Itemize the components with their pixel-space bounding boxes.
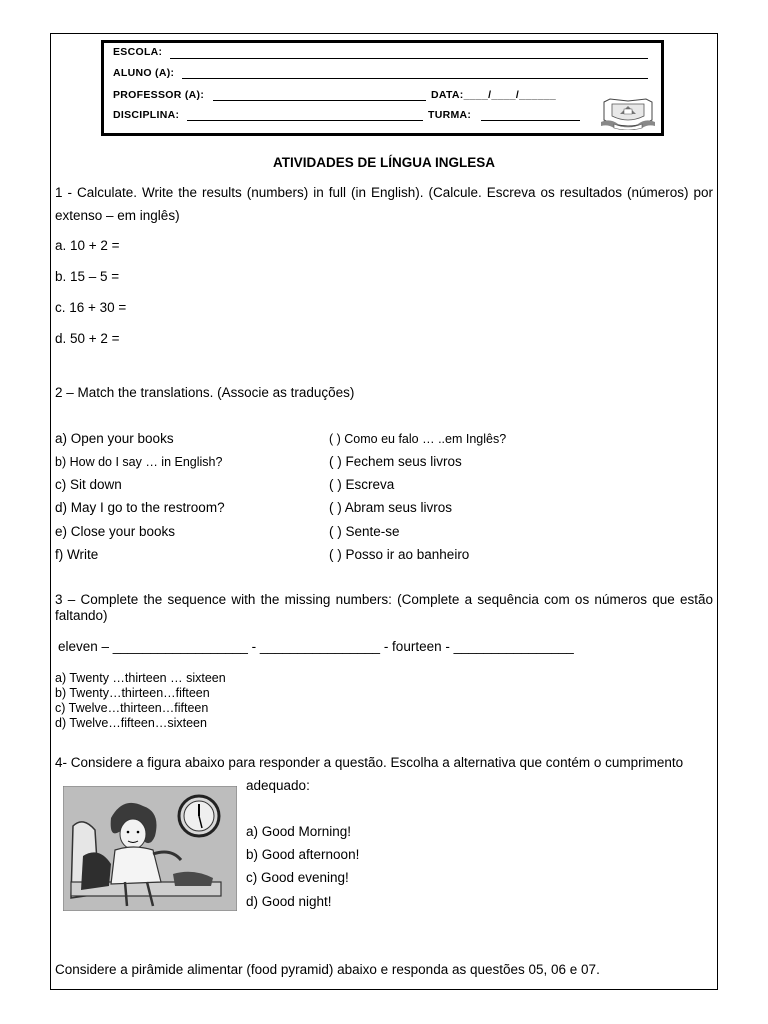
- q4-option-c: c) Good evening!: [246, 870, 349, 885]
- professor-label: PROFESSOR (A):: [113, 89, 205, 101]
- q3-option-a: a) Twenty …thirteen … sixteen: [55, 671, 226, 685]
- q3-sequence[interactable]: eleven – __________________ - ________________ - fourteen - ________________: [58, 639, 574, 654]
- q2-right-4[interactable]: ( ) Abram seus livros: [329, 500, 453, 515]
- q3-prompt: 3 – Complete the sequence with the missing numbers: (Complete a sequência com os números que estão faltando): [55, 592, 713, 623]
- professor-line[interactable]: [213, 100, 426, 101]
- q2-right-2[interactable]: ( ) Fechem seus livros: [329, 454, 462, 469]
- aluno-line[interactable]: [182, 78, 648, 79]
- q2-left-c: c) Sit down: [55, 477, 122, 492]
- header-box: [101, 40, 664, 136]
- disciplina-label: DISCIPLINA:: [113, 109, 180, 121]
- q2-right-3[interactable]: ( ) Escreva: [329, 477, 395, 492]
- school-crest-icon: [600, 98, 656, 130]
- q2-left-a: a) Open your books: [55, 431, 174, 446]
- q3-option-d: d) Twelve…fifteen…sixteen: [55, 716, 207, 730]
- q2-left-d: d) May I go to the restroom?: [55, 500, 225, 515]
- q1-item-c: c. 16 + 30 =: [55, 300, 127, 315]
- q1-item-b: b. 15 – 5 =: [55, 269, 120, 284]
- data-label: DATA:____/____/______: [431, 89, 556, 101]
- q3-option-c: c) Twelve…thirteen…fifteen: [55, 701, 209, 715]
- page-title: ATIVIDADES DE LÍNGUA INGLESA: [272, 155, 495, 170]
- q1-item-d: d. 50 + 2 =: [55, 331, 120, 346]
- escola-line[interactable]: [170, 58, 648, 59]
- q2-left-f: f) Write: [55, 547, 99, 562]
- turma-label: TURMA:: [428, 109, 472, 121]
- q2-right-1[interactable]: ( ) Como eu falo … ..em Inglês?: [329, 432, 507, 446]
- q2-left-b: b) How do I say … in English?: [55, 455, 223, 469]
- q4-prompt-cont: adequado:: [246, 778, 310, 793]
- q1-item-a: a. 10 + 2 =: [55, 238, 120, 253]
- turma-line[interactable]: [481, 120, 580, 121]
- food-pyramid-instruction: Considere a pirâmide alimentar (food pyramid) abaixo e responda as questões 05, 06 e 07.: [55, 962, 600, 977]
- q2-prompt: 2 – Match the translations. (Associe as traduções): [55, 385, 355, 400]
- q4-option-a: a) Good Morning!: [246, 824, 352, 839]
- q2-right-5[interactable]: ( ) Sente-se: [329, 524, 400, 539]
- q2-left-e: e) Close your books: [55, 524, 176, 539]
- girl-waking-clock-illustration: [63, 786, 237, 911]
- q3-option-b: b) Twenty…thirteen…fifteen: [55, 686, 210, 700]
- escola-label: ESCOLA:: [113, 46, 163, 58]
- q2-right-6[interactable]: ( ) Posso ir ao banheiro: [329, 547, 470, 562]
- aluno-label: ALUNO (A):: [113, 67, 175, 79]
- q1-prompt: 1 - Calculate. Write the results (numbers) in full (in English). (Calcule. Escreva os resultados (números) por extenso – em inglês): [55, 185, 713, 223]
- disciplina-line[interactable]: [187, 120, 423, 121]
- q4-prompt: 4- Considere a figura abaixo para responder a questão. Escolha a alternativa que contém o cumprimento: [55, 755, 684, 770]
- q4-option-d: d) Good night!: [246, 894, 332, 909]
- q4-option-b: b) Good afternoon!: [246, 847, 360, 862]
